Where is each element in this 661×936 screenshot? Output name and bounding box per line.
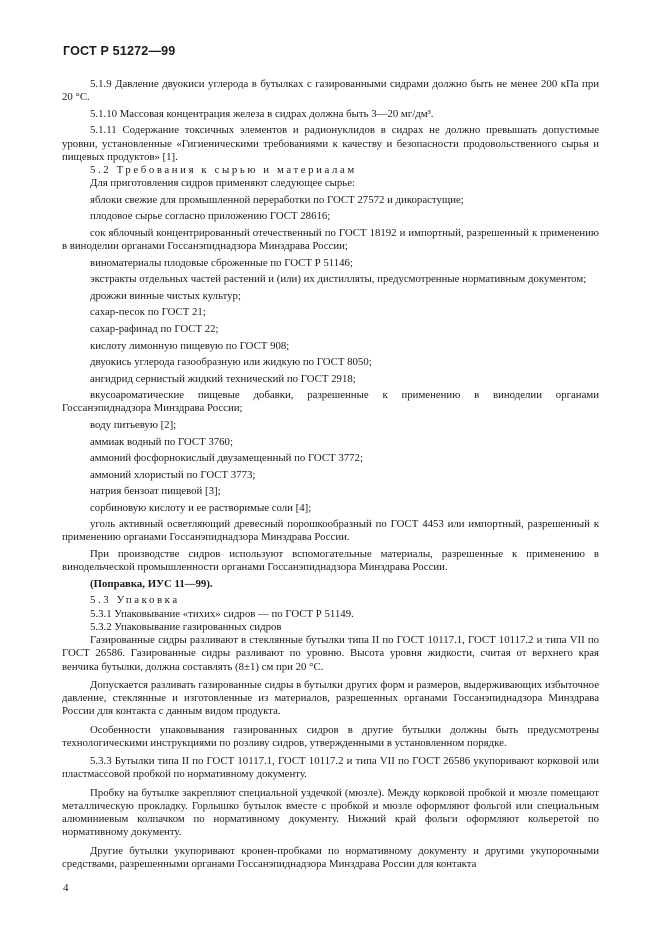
cork-muzzle-paragraph: Пробку на бутылке закрепляют специальной уздечкой (мюзле). Между корковой пробкой и мюзле помещают металлическую прокладку. Горлышко бутылок вместе с пробкой и мюзле оформляют фольгой или специальным алюминиевым колпачком по нормативному документу. Нижний край фольги оформляют кольеретой по нормативному документу. [62, 786, 599, 839]
list-item: уголь активный осветляющий древесный порошкообразный по ГОСТ 4453 или импортный, разрешенный к применению органами Госсанэпиднадзора Минздрава России. [62, 518, 599, 544]
section-heading-5-3: 5.3 Упаковка [90, 594, 180, 607]
clause-5-3-2: 5.3.2 Упаковывание газированных сидров [90, 620, 282, 633]
list-item: сок яблочный концентрированный отечественный по ГОСТ 18192 и импортный, разрешенный к применению в виноделии органами Госсанэпиднадзора Минздрава России; [62, 226, 599, 253]
list-item: дрожжи винные чистых культур; [90, 289, 241, 302]
list-item: плодовое сырье согласно приложению ГОСТ 28616; [90, 210, 331, 223]
allowed-bottles-paragraph: Допускается разливать газированные сидры в бутылки других форм и размеров, выдерживающих избыточное давление, стеклянные и изготовленные из материалов, разрешенных органами Госсанэпиднадзора Минздрава России для контакта с данным видом продукта. [62, 678, 599, 718]
list-item: сахар-рафинад по ГОСТ 22; [90, 322, 219, 335]
list-item: сахар-песок по ГОСТ 21; [90, 306, 206, 319]
list-item: экстракты отдельных частей растений и (или) их дистилляты, предусмотренные нормативным документом; [90, 273, 587, 286]
clause-5-3-3: 5.3.3 Бутылки типа II по ГОСТ 10117.1, ГОСТ 10117.2 и типа VII по ГОСТ 26586 укупоривают корковой или пластмассовой пробкой по нормативному документу. [62, 755, 599, 781]
document-body [62, 78, 599, 871]
section-heading-5-2: 5.2 Требования к сырью и материалам [90, 164, 357, 177]
clause-5-3-1: 5.3.1 Упаковывание «тихих» сидров — по ГОСТ Р 51149. [90, 607, 354, 620]
list-item: воду питьевую [2]; [90, 418, 177, 431]
auxiliary-materials-paragraph: При производстве сидров используют вспомогательные материалы, разрешенные к применению в винодельческой промышленности органами Госсанэпиднадзора Минздрава России. [62, 548, 599, 574]
document-header: ГОСТ Р 51272—99 [63, 44, 176, 58]
list-item: двуокись углерода газообразную или жидкую по ГОСТ 8050; [90, 356, 372, 369]
clause-5-1-11: 5.1.11 Содержание токсичных элементов и радионуклидов в сидрах не должно превышать допустимые уровни, установленные «Гигиеническими требованиями к качеству и безопасности продовольственного сырья и пищевых продуктов» [1]. [62, 124, 599, 163]
list-item: кислоту лимонную пищевую по ГОСТ 908; [90, 339, 290, 352]
list-item: виноматериалы плодовые сброженные по ГОСТ Р 51146; [90, 256, 353, 269]
list-item: вкусоароматические пищевые добавки, разрешенные к применению в виноделии органами Госсанэпиднадзора Минздрава России; [62, 389, 599, 415]
list-item: яблоки свежие для промышленной переработки по ГОСТ 27572 и дикорастущие; [90, 193, 464, 206]
bottling-paragraph: Газированные сидры разливают в стеклянные бутылки типа II по ГОСТ 10117.1, ГОСТ 10117.2 и типа VII по ГОСТ 26586. Газированные сидры разливают по уровню. Высота уровня жидкости, считая от верхнего края венчика бутылки, должна составлять (8±1) см при 20 °С. [62, 634, 599, 673]
amendment-note: (Поправка, ИУС 11—99). [90, 577, 213, 590]
clause-5-1-9: 5.1.9 Давление двуокиси углерода в бутылках с газированными сидрами должно быть не менее 200 кПа при 20 °С. [62, 78, 599, 104]
list-item: натрия бензоат пищевой [3]; [90, 485, 221, 498]
clause-5-1-10: 5.1.10 Массовая концентрация железа в сидрах должна быть 3—20 мг/дм³. [90, 107, 434, 120]
list-item: аммоний хлористый по ГОСТ 3773; [90, 468, 256, 481]
list-item: ангидрид сернистый жидкий технический по ГОСТ 2918; [90, 372, 356, 385]
list-item: сорбиновую кислоту и ее растворимые соли [4]; [90, 501, 312, 514]
page-number: 4 [63, 882, 69, 894]
other-bottles-paragraph: Другие бутылки укупоривают кронен-пробками по нормативному документу и другими укупорочными средствами, разрешенными органами Госсанэпиднадзора Минздрава России для контакта [62, 844, 599, 870]
list-item: аммоний фосфорнокислый двузамещенный по ГОСТ 3772; [90, 452, 363, 465]
packaging-features-paragraph: Особенности упаковывания газированных сидров в другие бутылки должны быть предусмотрены технологическими инструкциями по розливу сидров, утвержденными в установленном порядке. [62, 723, 599, 749]
raw-materials-intro: Для приготовления сидров применяют следующее сырье: [90, 177, 355, 190]
list-item: аммиак водный по ГОСТ 3760; [90, 435, 233, 448]
